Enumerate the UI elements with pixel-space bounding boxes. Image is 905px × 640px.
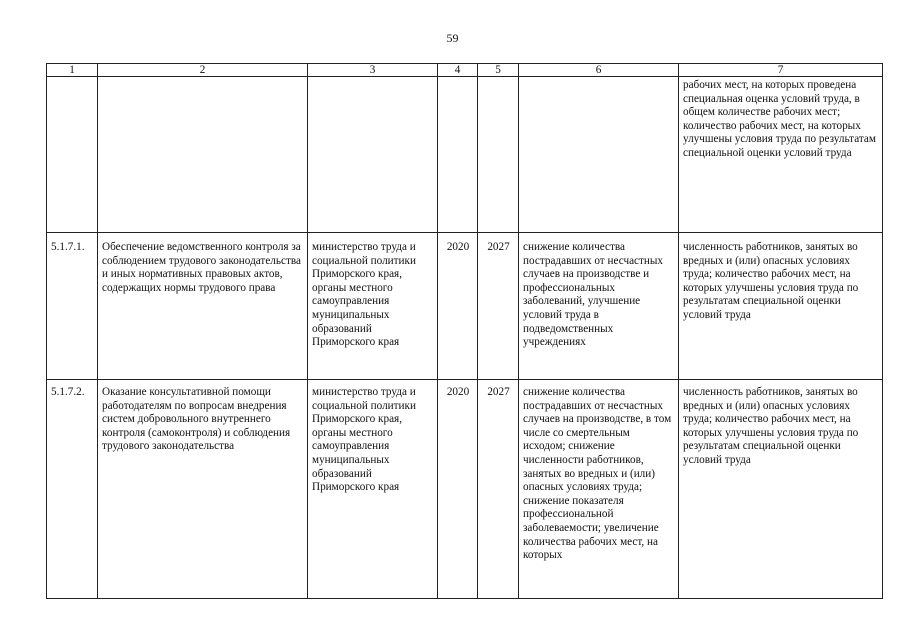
cell-code: 5.1.7.1. [47,233,98,380]
cell-end-year [478,77,519,233]
cell-activity: Обеспечение ведомственного контроля за соблюдением трудового законодательства и иных нормативных правовых актов, содержащих нормы трудового права [98,233,308,380]
cell-indicator: численность работников, занятых во вредных и (или) опасных условиях труда; количество рабочих мест, на которых улучшены условия труда по результатам специальной оценки условий труда [679,233,883,380]
cell-result [519,77,679,233]
cell-executor: министерство труда и социальной политики Приморского края, органы местного самоуправления муниципальных образований Приморского края [308,233,438,380]
header-col-7: 7 [679,64,883,77]
cell-indicator: численность работников, занятых во вредных и (или) опасных условиях труда; количество рабочих мест, на которых улучшены условия труда по результатам специальной оценки условий труда [679,380,883,599]
cell-executor: министерство труда и социальной политики Приморского края, органы местного самоуправления муниципальных образований Приморского края [308,380,438,599]
table-row [47,233,883,380]
cell-activity: Оказание консультативной помощи работодателям по вопросам внедрения систем добровольного внутреннего контроля (самоконтроля) и соблюдения трудового законодательства [98,380,308,599]
cell-start-year [438,77,478,233]
table-row-continuation [47,77,883,233]
cell-code: 5.1.7.2. [47,380,98,599]
header-col-1: 1 [47,64,98,77]
header-col-2: 2 [98,64,308,77]
measures-table [46,63,883,599]
header-col-5: 5 [478,64,519,77]
header-col-3: 3 [308,64,438,77]
header-row [47,64,883,77]
table-row [47,380,883,599]
cell-end-year: 2027 [478,380,519,599]
cell-result: снижение количества пострадавших от несчастных случаев на производстве, в том числе со смертельным исходом; снижение численности работников, занятых во вредных и (или) опасных условиях труда; снижение показателя профессиональной заболеваемости; увеличение количества рабочих мест, на которых [519,380,679,599]
header-col-6: 6 [519,64,679,77]
cell-result: снижение количества пострадавших от несчастных случаев на производстве и профессиональных заболеваний, улучшение условий труда в подведомственных учреждениях [519,233,679,380]
cell-start-year: 2020 [438,233,478,380]
cell-code [47,77,98,233]
cell-activity [98,77,308,233]
cell-executor [308,77,438,233]
cell-start-year: 2020 [438,380,478,599]
cell-indicator: рабочих мест, на которых проведена специальная оценка условий труда, в общем количестве рабочих мест; количество рабочих мест, на которых улучшены условия труда по результатам специальной оценки условий труда [679,77,883,233]
header-col-4: 4 [438,64,478,77]
cell-end-year: 2027 [478,233,519,380]
page-number: 59 [446,31,459,45]
